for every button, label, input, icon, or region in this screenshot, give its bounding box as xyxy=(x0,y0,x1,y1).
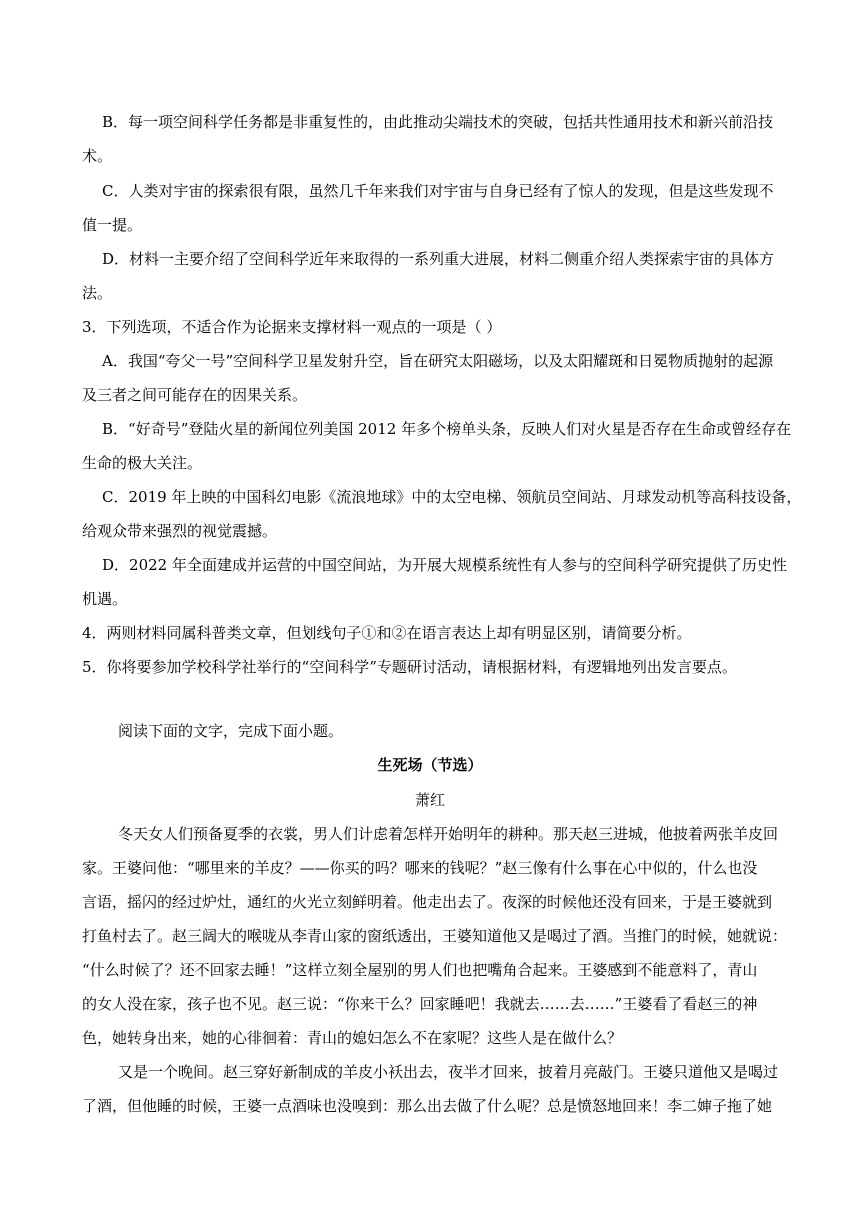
q3-option-c-line-1: C．2019 年上映的中国科幻电影《流浪地球》中的太空电梯、领航员空间站、月球发动机等高科技设备， xyxy=(102,488,802,506)
option-d-line-1: D．材料一主要介绍了空间科学近年来取得的一系列重大进展，材料二侧重介绍人类探索宇宙的具体方 xyxy=(102,250,775,268)
option-b-line-1: B．每一项空间科学任务都是非重复性的，由此推动尖端技术的突破，包括共性通用技术和新兴前沿技 xyxy=(102,113,774,131)
question-3: 3．下列选项，不适合作为论据来支撑材料一观点的一项是（ ） xyxy=(82,318,502,336)
question-4: 4．两则材料同属科普类文章，但划线句子①和②在语言表达上却有明显区别，请简要分析。 xyxy=(82,624,692,642)
q3-option-d-line-2: 机遇。 xyxy=(82,590,128,608)
passage-paragraph-1-line-4: 打鱼村去了。赵三阔大的喉咙从李青山家的窗纸透出，王婆知道他又是喝过了酒。当推门的时候，她就说： xyxy=(82,927,788,945)
option-b-line-2: 术。 xyxy=(82,147,113,165)
passage-paragraph-1-line-7: 色，她转身出来，她的心徘徊着：青山的媳妇怎么不在家呢？这些人是在做什么？ xyxy=(82,1029,623,1047)
passage-author: 萧红 xyxy=(414,791,445,809)
passage-paragraph-1-line-6: 的女人没在家，孩子也不见。赵三说：“你来干么？回家睡吧！我就去……去……”王婆看了看赵三的神 xyxy=(82,995,758,1013)
passage-title: 生死场（节选） xyxy=(377,756,483,774)
passage-paragraph-1-line-2: 家。王婆问他：“哪里来的羊皮？——你买的吗？哪来的钱呢？”赵三像有什么事在心中似的，什么也没 xyxy=(82,859,758,877)
q3-option-a-line-1: A．我国“夸父一号”空间科学卫星发射升空，旨在研究太阳磁场，以及太阳耀斑和日冕物质抛射的起源 xyxy=(102,352,774,370)
passage-paragraph-1-line-1: 冬天女人们预备夏季的衣裳，男人们计虑着怎样开始明年的耕种。那天赵三进城，他披着两张羊皮回 xyxy=(118,825,779,843)
passage-paragraph-1-line-3: 言语，摇闪的经过炉灶，通红的火光立刻鲜明着。他走出去了。夜深的时候他还没有回来，于是王婆就到 xyxy=(82,893,773,911)
passage-paragraph-2-line-1: 又是一个晚间。赵三穿好新制成的羊皮小袄出去，夜半才回来，披着月亮敲门。王婆只道他又是喝过 xyxy=(118,1063,779,1081)
passage-paragraph-2-line-2: 了酒，但他睡的时候，王婆一点酒味也没嗅到：那么出去做了什么呢？总是愤怒地回来！李二婶子拖了她 xyxy=(82,1097,773,1115)
q3-option-b-line-2: 生命的极大关注。 xyxy=(82,454,203,472)
question-5: 5．你将要参加学校科学社举行的“空间科学”专题研讨活动，请根据材料，有逻辑地列出发言要点。 xyxy=(82,658,737,676)
option-c-line-2: 值一提。 xyxy=(82,216,143,234)
q3-option-b-line-1: B．“好奇号”登陆火星的新闻位列美国 2012 年多个榜单头条，反映人们对火星是否存在生命或曾经存在 xyxy=(102,420,792,438)
option-d-line-2: 法。 xyxy=(82,284,113,302)
reading-instruction: 阅读下面的文字，完成下面小题。 xyxy=(118,722,344,740)
q3-option-c-line-2: 给观众带来强烈的视觉震撼。 xyxy=(82,522,278,540)
passage-paragraph-1-line-5: “什么时候了？还不回家去睡！”这样立刻全屋别的男人们也把嘴角合起来。王婆感到不能意料了，青山 xyxy=(82,961,758,979)
q3-option-d-line-1: D．2022 年全面建成并运营的中国空间站，为开展大规模系统性有人参与的空间科学研究提供了历史性 xyxy=(102,556,787,574)
q3-option-a-line-2: 及三者之间可能存在的因果关系。 xyxy=(82,386,308,404)
option-c-line-1: C．人类对宇宙的探索很有限，虽然几千年来我们对宇宙与自身已经有了惊人的发现，但是这些发现不 xyxy=(102,182,774,200)
